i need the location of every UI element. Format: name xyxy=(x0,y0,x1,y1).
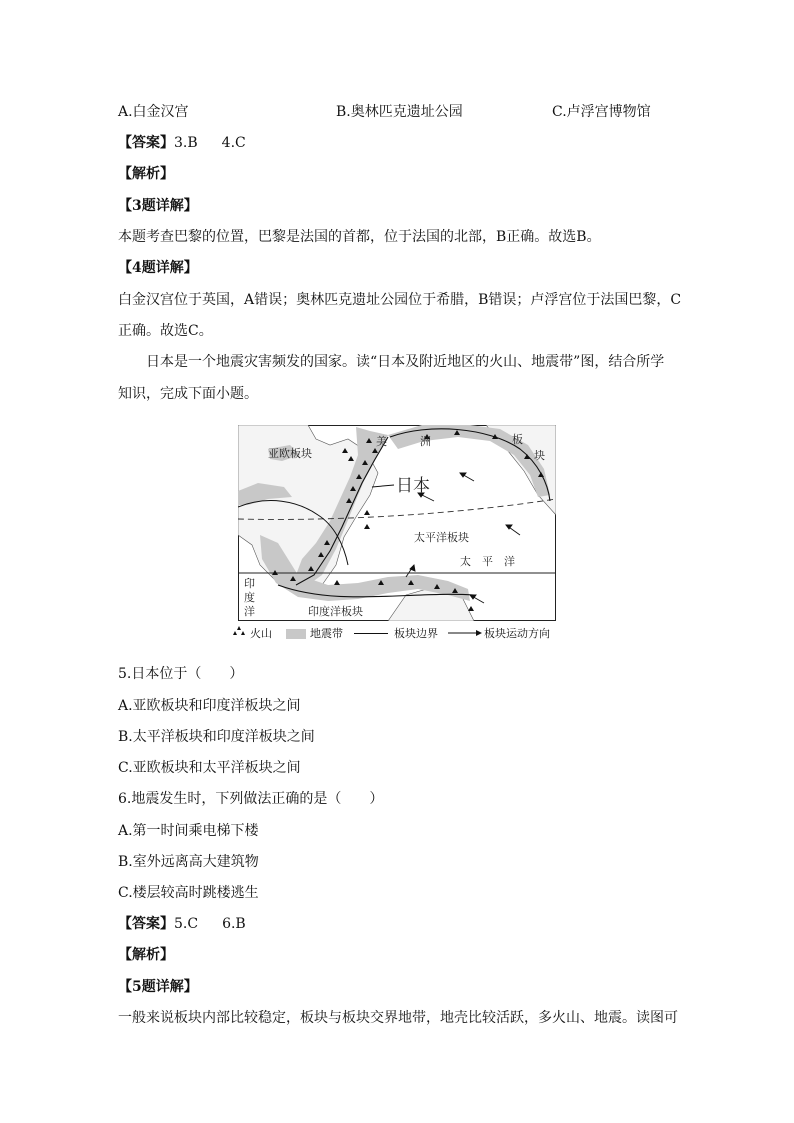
q6-option-c: C.楼层较高时跳楼逃生 xyxy=(118,885,259,901)
answer-label: 【答案】 xyxy=(118,135,174,151)
map-legend xyxy=(232,625,562,643)
q4-option-c: C.卢浮宫博物馆 xyxy=(552,104,651,120)
q6-stem: 6.地震发生时，下列做法正确的是（ ） xyxy=(118,791,384,807)
q5-option-b: B.太平洋板块和印度洋板块之间 xyxy=(118,729,315,745)
legend-boundary-label: 板块边界 xyxy=(394,627,438,640)
q4-option-a: A.白金汉宫 xyxy=(118,104,189,120)
map-label-pacific-ocean: 太 平 洋 xyxy=(460,555,515,568)
map-label-indian-ocean-3: 洋 xyxy=(244,605,255,618)
detail-5-text: 一般来说板块内部比较稳定，板块与板块交界地带，地壳比较活跃，多火山、地震。读图可 xyxy=(118,1010,678,1026)
map-label-pacific-plate: 太平洋板块 xyxy=(414,531,469,544)
q5-option-c: C.亚欧板块和太平洋板块之间 xyxy=(118,760,301,776)
map-label-eurasia: 亚欧板块 xyxy=(268,447,312,460)
detail-4-text-2: 正确。故选C。 xyxy=(118,323,213,339)
detail-3-text: 本题考查巴黎的位置，巴黎是法国的首都，位于法国的北部，B正确。故选B。 xyxy=(118,229,601,245)
answer-6: 6.B xyxy=(222,916,246,932)
answer-line-2 xyxy=(118,914,246,934)
map-label-america-4: 块 xyxy=(534,449,545,462)
map-label-indian-plate: 印度洋板块 xyxy=(308,605,363,618)
japan-seismic-map xyxy=(238,425,556,621)
q4-option-b: B.奥林匹克遗址公园 xyxy=(336,104,463,120)
detail-5-heading: 【5题详解】 xyxy=(118,979,198,995)
volcano-icon xyxy=(232,625,246,643)
analysis-heading-2: 【解析】 xyxy=(118,947,174,963)
legend-volcano-label: 火山 xyxy=(250,627,272,640)
map-label-japan: 日本 xyxy=(396,476,430,496)
map-label-america-2: 洲 xyxy=(420,435,431,448)
map-label-america-3: 板 xyxy=(512,433,523,446)
arrow-right-icon xyxy=(448,627,482,645)
detail-3-heading: 【3题详解】 xyxy=(118,198,198,214)
q5-option-a: A.亚欧板块和印度洋板块之间 xyxy=(118,698,301,714)
intro-paragraph-1: 日本是一个地震灾害频发的国家。读“日本及附近地区的火山、地震带”图，结合所学 xyxy=(146,354,665,370)
detail-4-text-1: 白金汉宫位于英国，A错误；奥林匹克遗址公园位于希腊，B错误；卢浮宫位于法国巴黎，C xyxy=(118,292,682,308)
map-label-indian-ocean-2: 度 xyxy=(244,591,255,604)
plate-boundary-line-icon xyxy=(354,633,388,634)
answer-4: 4.C xyxy=(221,135,246,151)
map-label-indian-ocean-1: 印 xyxy=(244,577,255,590)
q6-option-b: B.室外远离高大建筑物 xyxy=(118,854,259,870)
map-label-america-1: 美 xyxy=(376,435,387,448)
answer-line-1 xyxy=(118,133,246,153)
analysis-heading-1: 【解析】 xyxy=(118,166,174,182)
detail-4-heading: 【4题详解】 xyxy=(118,260,198,276)
legend-seismic-label: 地震带 xyxy=(310,627,343,640)
seismic-belt-swatch-icon xyxy=(286,629,306,639)
q6-option-a: A.第一时间乘电梯下楼 xyxy=(118,823,259,839)
intro-paragraph-2: 知识，完成下面小题。 xyxy=(118,386,258,402)
answer-3: 3.B xyxy=(174,135,198,151)
answer-label: 【答案】 xyxy=(118,916,174,932)
answer-5: 5.C xyxy=(174,916,199,932)
legend-motion-label: 板块运动方向 xyxy=(484,627,550,640)
q5-stem: 5.日本位于（ ） xyxy=(118,666,244,682)
